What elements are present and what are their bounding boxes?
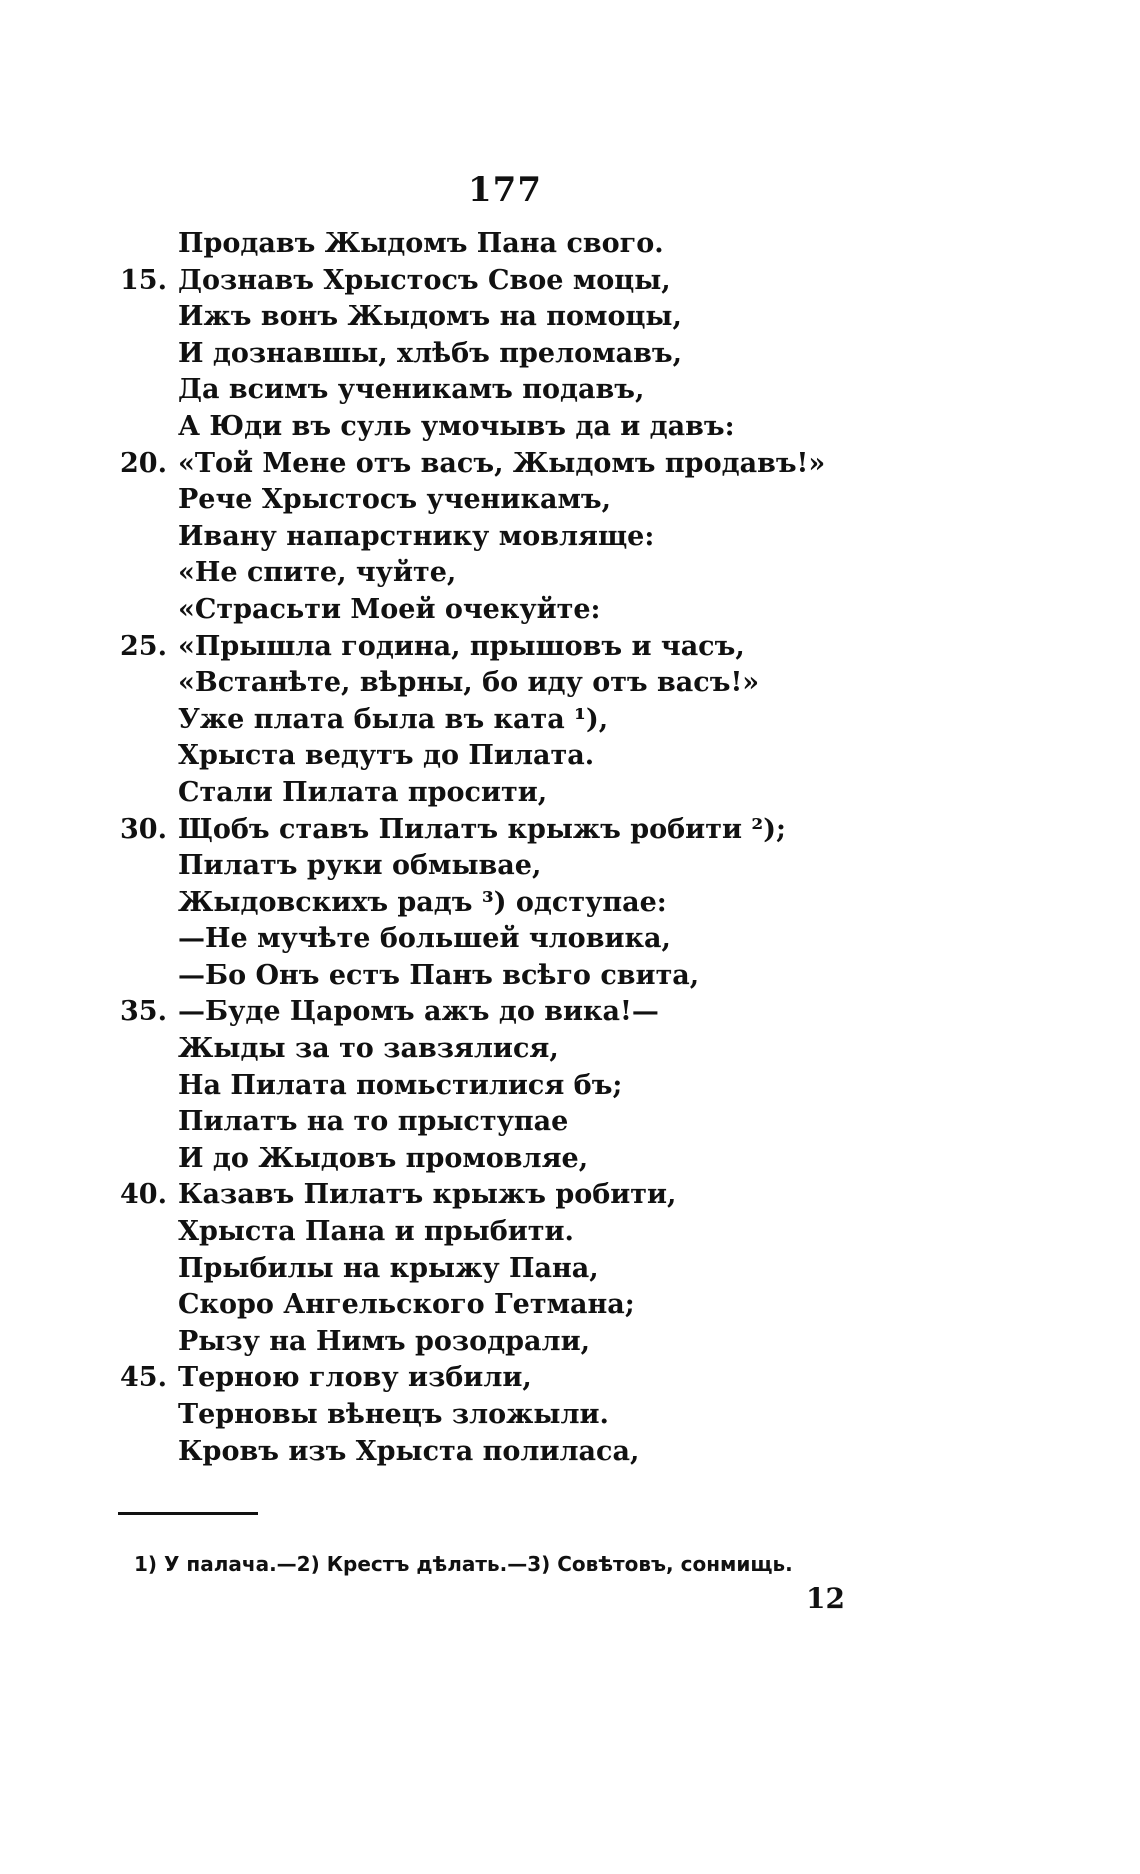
verse-text: Жыдовскихъ радъ ³) одступае: <box>178 886 667 918</box>
verse-text: Да всимъ ученикамъ подавъ, <box>178 374 645 406</box>
verse-text: Прыбилы на крыжу Пана, <box>178 1252 599 1284</box>
verse-text: Терною глову избили, <box>178 1362 532 1394</box>
verse-text: «Не спите, чуйте, <box>178 557 457 589</box>
verse-text: Жыды за то завзялися, <box>178 1033 559 1065</box>
verse-text: —Буде Царомъ ажъ до вика!— <box>178 996 659 1028</box>
verse-text: Продавъ Жыдомъ Пана свого. <box>178 228 664 259</box>
verse-text: «Прышла година, прышовъ и часъ, <box>178 630 745 662</box>
verse-text: На Пилата помьстилися бъ; <box>178 1069 623 1101</box>
line-number: 20. <box>120 447 167 479</box>
verse-text: Терновы вѣнецъ зложыли. <box>178 1399 609 1430</box>
verse-text: —Бо Онъ естъ Панъ всѣго свита, <box>178 959 700 991</box>
line-number: 15. <box>120 264 167 296</box>
verse-text: «Страсьти Моей очекуйте: <box>178 593 601 625</box>
verse-text: Пилатъ на то прыступае <box>178 1106 569 1138</box>
verse-text: Дознавъ Хрыстосъ Свое моцы, <box>178 264 671 296</box>
verse-text: Хрыста ведутъ до Пилата. <box>178 740 595 772</box>
footnote-divider <box>118 1512 258 1515</box>
verse-text: Ивану напарстнику мовляще: <box>178 520 655 552</box>
verse-text: Скоро Ангельского Гетмана; <box>178 1289 635 1321</box>
verse-text: Ижъ вонъ Жыдомъ на помоцы, <box>178 301 682 333</box>
line-number: 35. <box>120 996 167 1028</box>
verse-text: Щобъ ставъ Пилатъ крыжъ робити ²); <box>178 813 786 845</box>
verse-text: Пилатъ руки обмывае, <box>178 850 542 882</box>
verse-text: Кровъ изъ Хрыста полиласа, <box>178 1435 640 1467</box>
verse-text: —Не мучѣте большей чловика, <box>178 923 671 955</box>
printer-signature-mark: 12 <box>806 1582 845 1615</box>
verse-text: И дознавшы, хлѣбъ преломавъ, <box>178 337 682 369</box>
footnotes: 1) У палача.—2) Крестъ дѣлать.—3) Совѣтовъ, сонмищь. <box>134 1552 793 1576</box>
line-number: 25. <box>120 630 167 662</box>
verse-text: Рече Хрыстосъ ученикамъ, <box>178 484 612 516</box>
verse-text: «Встанѣте, вѣрны, бо иду отъ васъ!» <box>178 667 760 699</box>
line-number: 45. <box>120 1362 167 1394</box>
verse-text: Стали Пилата просити, <box>178 776 548 808</box>
page-number: 177 <box>468 170 542 210</box>
verse-text: Казавъ Пилатъ крыжъ робити, <box>178 1179 677 1211</box>
verse-text: Уже плата была въ ката ¹), <box>178 703 609 735</box>
verse-text: Рызу на Нимъ розодрали, <box>178 1325 591 1357</box>
line-number: 30. <box>120 813 167 845</box>
verse-text: «Той Мене отъ васъ, Жыдомъ продавъ!» <box>178 447 826 479</box>
verse-text: И до Жыдовъ промовляе, <box>178 1142 589 1174</box>
verse-text: Хрыста Пана и прыбити. <box>178 1216 574 1248</box>
line-number: 40. <box>120 1179 167 1211</box>
verse-text: А Юди въ суль умочывъ да и давъ: <box>178 410 735 442</box>
